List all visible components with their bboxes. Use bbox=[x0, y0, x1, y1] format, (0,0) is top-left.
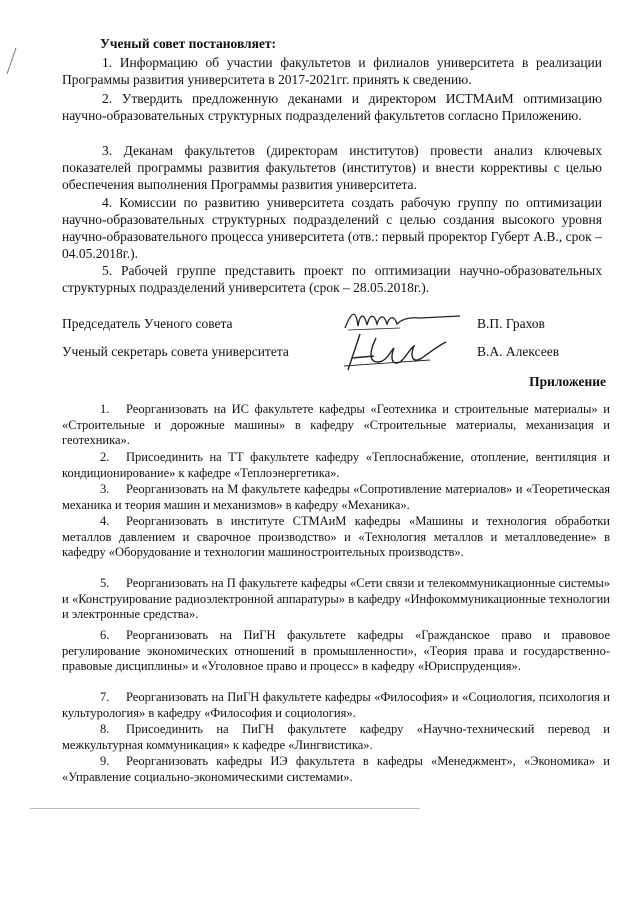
appendix-item-number: 6. bbox=[100, 628, 110, 642]
appendix-item-text: Реорганизовать на ПиГН факультете кафедры «Гражданское право и правовое регулирование экономических отношений в промышленности», «Теория права и государственно-правовые дисциплины» и «Уголовное право и процесс» в кафедру «Юриспруденция». bbox=[62, 628, 610, 674]
appendix-item-text: Реорганизовать на П факультете кафедры «Сети связи и телекоммуникационные системы» и «Конструирование радиоэлектронной аппаратуры» в кафедру «Инфокоммуникационные технологии и электронные средства». bbox=[62, 576, 610, 622]
appendix-item-number: 2. bbox=[100, 450, 110, 464]
appendix-item bbox=[62, 576, 610, 623]
appendix-item-number: 3. bbox=[100, 482, 110, 496]
secretary-signature bbox=[330, 328, 450, 374]
chair-name: В.П. Грахов bbox=[477, 316, 545, 331]
appendix-item-text: Реорганизовать на ИС факультете кафедры «Геотехника и строительные материалы» и «Строительные и дорожные машины» в кафедру «Строительные материалы, механизация и геотехника». bbox=[62, 402, 610, 448]
decision-item-2: 2. Утвердить предложенную деканами и директором ИСТМАиМ оптимизацию научно-образовательных структурных подразделений факультетов согласно Приложению. bbox=[62, 91, 602, 123]
appendix-item-text: Реорганизовать кафедры ИЭ факультета в кафедры «Менеджмент», «Экономика» и «Управление социально-экономическими системами». bbox=[62, 754, 610, 784]
appendix-item-text: Присоединить на ТТ факультете кафедру «Теплоснабжение, отопление, вентиляция и кондиционирование» к кафедре «Теплоэнергетика». bbox=[62, 450, 610, 480]
appendix-item-number: 1. bbox=[100, 402, 110, 416]
appendix-item-number: 5. bbox=[100, 576, 110, 590]
appendix-item bbox=[62, 722, 610, 753]
appendix-item bbox=[62, 690, 610, 721]
secretary-title: Ученый секретарь совета университета bbox=[62, 344, 289, 359]
appendix-item-text: Присоединить на ПиГН факультете кафедру «Научно-технический перевод и межкультурная коммуникация» к кафедре «Лингвистика». bbox=[62, 722, 610, 752]
decision-item-5: 5. Рабочей группе представить проект по оптимизации научно-образовательных структурных подразделений университета (срок – 28.05.2018г.). bbox=[62, 263, 602, 295]
chair-title: Председатель Ученого совета bbox=[62, 316, 233, 331]
decision-item-1: 1. Информацию об участии факультетов и филиалов университета в реализации Программы развития университета в 2017-2021гг. принять к сведению. bbox=[62, 55, 602, 87]
appendix-item bbox=[62, 402, 610, 449]
decision-heading: Ученый совет постановляет: bbox=[100, 36, 277, 51]
appendix-item bbox=[62, 514, 610, 561]
appendix-item bbox=[62, 754, 610, 785]
appendix-item-number: 8. bbox=[100, 722, 110, 736]
bottom-rule bbox=[30, 808, 420, 809]
appendix-item bbox=[62, 450, 610, 481]
appendix-item-text: Реорганизовать на М факультете кафедры «Сопротивление материалов» и «Теоретическая механика и теория машин и механизмов» в кафедру «Механика». bbox=[62, 482, 610, 512]
appendix-item-number: 4. bbox=[100, 514, 110, 528]
appendix-item-text: Реорганизовать на ПиГН факультете кафедры «Философия» и «Социология, психология и культурология» в кафедру «Философия и социология». bbox=[62, 690, 610, 720]
appendix-item-number: 7. bbox=[100, 690, 110, 704]
secretary-name: В.А. Алексеев bbox=[477, 344, 560, 359]
appendix-item bbox=[62, 482, 610, 513]
margin-mark bbox=[4, 46, 18, 76]
appendix-item-number: 9. bbox=[100, 754, 110, 768]
appendix-item bbox=[62, 628, 610, 675]
decision-item-3: 3. Деканам факультетов (директорам институтов) провести анализ ключевых показателей программы развития факультетов (институтов) и внести коррективы с целью обеспечения выполнения Программы развития университета. bbox=[62, 143, 602, 192]
appendix-title: Приложение bbox=[529, 374, 606, 389]
appendix-item-text: Реорганизовать в институте СТМАиМ кафедры «Машины и технология обработки металлов давлением и сварочное производство» и «Технология металлов и металловедение» в кафедру «Оборудование и технологии машиностроительных производств». bbox=[62, 514, 610, 560]
decision-item-4: 4. Комиссии по развитию университета создать рабочую группу по оптимизации научно-образовательных структурных подразделений с целью создания высокого уровня научно-образовательного процесса университета (отв.: первый проректор Губерт А.В., срок – 04.05.2018г.). bbox=[62, 195, 602, 261]
